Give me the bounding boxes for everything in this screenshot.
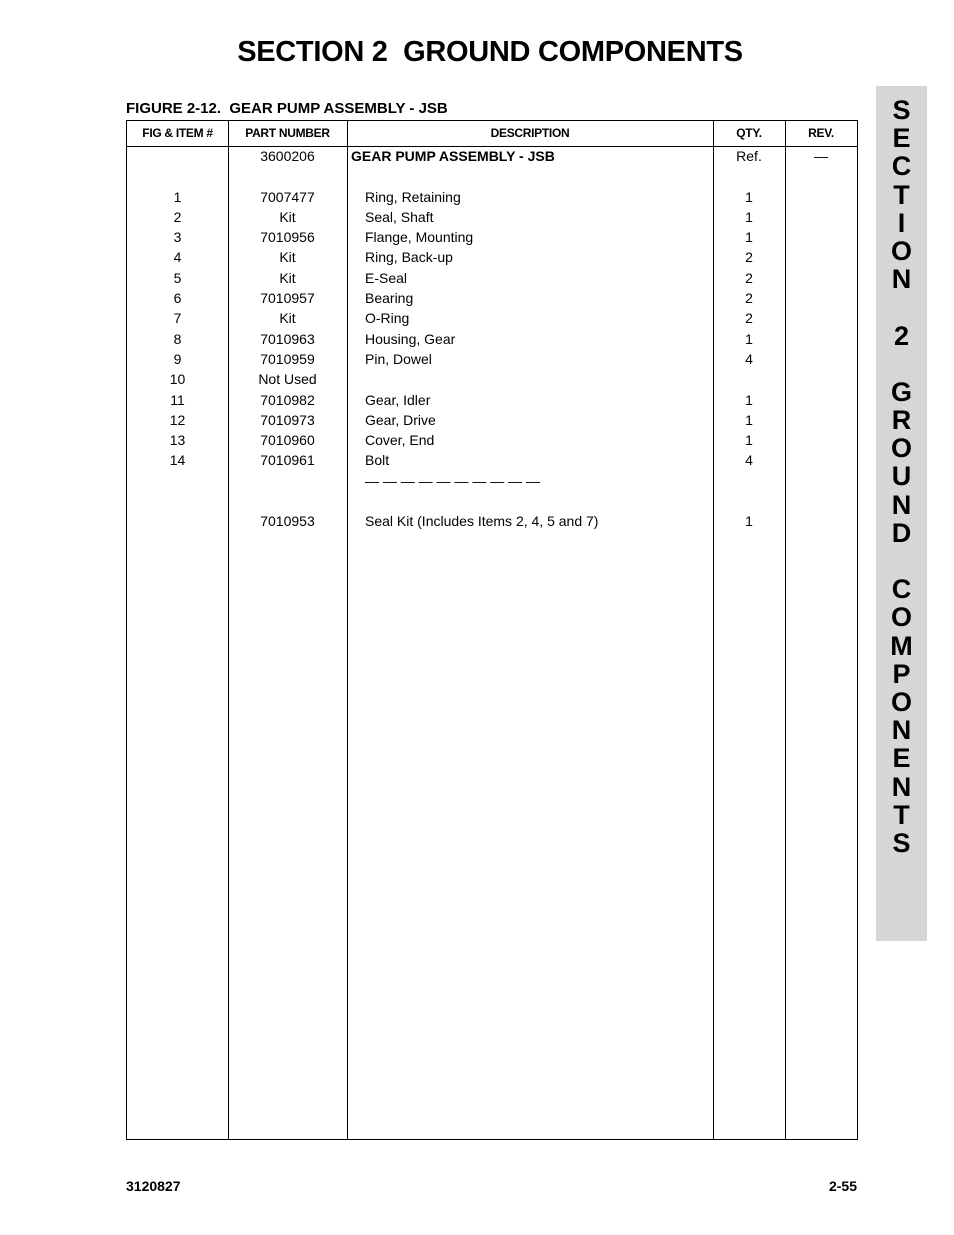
table-row bbox=[127, 208, 857, 228]
cell-fig-item: 1 bbox=[173, 188, 182, 205]
sidebar-letter: O bbox=[890, 686, 912, 717]
cell-part-number: 7010953 bbox=[260, 513, 315, 530]
cell-fig-item: 5 bbox=[173, 269, 182, 286]
cell-qty: 4 bbox=[745, 452, 753, 469]
cell-part-number: Kit bbox=[279, 310, 296, 327]
cell-fig-item: 6 bbox=[173, 290, 182, 307]
cell-fig-item: 3 bbox=[173, 229, 182, 246]
table-row bbox=[127, 330, 857, 350]
sidebar-letter: S bbox=[892, 95, 911, 125]
cell-description: Bolt bbox=[365, 452, 390, 469]
cell-description: Gear, Drive bbox=[365, 411, 436, 428]
cell-rev: — bbox=[814, 148, 828, 164]
cell-fig-item: 7 bbox=[173, 310, 182, 327]
cell-fig-item: 4 bbox=[173, 249, 182, 266]
table-row bbox=[127, 411, 857, 431]
column-header-fig: FIG & ITEM # bbox=[142, 126, 213, 140]
cell-description: E-Seal bbox=[365, 269, 408, 286]
sidebar-letter: C bbox=[891, 151, 912, 182]
table-row bbox=[127, 309, 857, 329]
table-row bbox=[127, 289, 857, 309]
cell-qty: 1 bbox=[745, 513, 753, 530]
sidebar-letter: P bbox=[892, 658, 911, 689]
sidebar-letter: N bbox=[891, 715, 912, 746]
cell-description: Pin, Dowel bbox=[365, 350, 432, 367]
cell-part-number: 3600206 bbox=[260, 148, 315, 164]
cell-description: Gear, Idler bbox=[365, 391, 431, 408]
cell-qty: 2 bbox=[745, 290, 753, 307]
cell-description: Seal, Shaft bbox=[365, 208, 434, 225]
cell-description: Bearing bbox=[365, 290, 414, 307]
cell-qty: 1 bbox=[745, 432, 753, 449]
sidebar-letter bbox=[876, 350, 927, 378]
cell-part-number: Kit bbox=[279, 249, 296, 266]
cell-description: GEAR PUMP ASSEMBLY - JSB bbox=[351, 148, 555, 164]
cell-description: Housing, Gear bbox=[365, 330, 456, 347]
table-row bbox=[127, 147, 857, 167]
sidebar-letter: N bbox=[891, 489, 912, 520]
cell-description: Cover, End bbox=[365, 432, 435, 449]
cell-part-number: 7010956 bbox=[260, 229, 315, 246]
column-header-rev: REV. bbox=[808, 126, 834, 140]
sidebar-letter: N bbox=[891, 264, 912, 295]
page-title: SECTION 2 GROUND COMPONENTS bbox=[237, 36, 743, 68]
sidebar-letter: O bbox=[890, 235, 912, 266]
sidebar-letter: C bbox=[891, 574, 912, 605]
cell-part-number: 7010963 bbox=[260, 330, 315, 347]
table-row bbox=[127, 451, 857, 471]
sidebar-letter: T bbox=[893, 179, 910, 210]
sidebar-letter: T bbox=[893, 799, 910, 830]
cell-part-number: Kit bbox=[279, 208, 296, 225]
sidebar-letter: G bbox=[890, 376, 912, 407]
cell-part-number: 7010961 bbox=[260, 452, 315, 469]
sidebar-letter: S bbox=[892, 827, 911, 858]
sidebar-letter: N bbox=[891, 771, 912, 802]
cell-qty: 1 bbox=[745, 411, 753, 428]
column-header-qty: QTY. bbox=[736, 126, 762, 140]
page-number: 2-55 bbox=[828, 1178, 857, 1194]
cell-fig-item: 9 bbox=[173, 350, 182, 367]
cell-description: Ring, Retaining bbox=[365, 188, 461, 205]
cell-fig-item: 13 bbox=[169, 432, 186, 449]
cell-part-number: Kit bbox=[279, 269, 296, 286]
figure-title: FIGURE 2-12. GEAR PUMP ASSEMBLY - JSB bbox=[126, 100, 448, 117]
cell-part-number: 7010982 bbox=[260, 391, 315, 408]
table-row bbox=[127, 167, 857, 187]
sidebar-letter: 2 bbox=[893, 320, 910, 351]
cell-part-number: 7010957 bbox=[260, 290, 315, 307]
cell-part-number: 7010960 bbox=[260, 432, 315, 449]
sidebar-letter: R bbox=[891, 405, 912, 436]
cell-description: O-Ring bbox=[365, 310, 410, 327]
table-row bbox=[127, 188, 857, 208]
cell-qty: 1 bbox=[745, 208, 753, 225]
cell-qty: 4 bbox=[745, 350, 753, 367]
sidebar-label bbox=[876, 96, 927, 857]
cell-part-number: 7010959 bbox=[260, 350, 315, 367]
cell-description: — — — — — — — — — — bbox=[365, 472, 541, 489]
cell-part-number: 7010973 bbox=[260, 411, 315, 428]
cell-description: Ring, Back-up bbox=[365, 249, 453, 266]
table-row bbox=[127, 431, 857, 451]
sidebar-letter: O bbox=[890, 433, 912, 464]
sidebar-letter bbox=[876, 293, 927, 321]
sidebar-letter: M bbox=[890, 630, 913, 661]
table-row bbox=[127, 391, 857, 411]
column-header-part-number: PART NUMBER bbox=[245, 126, 330, 140]
cell-description: Flange, Mounting bbox=[365, 229, 474, 246]
sidebar-letter bbox=[876, 547, 927, 575]
table-row bbox=[127, 472, 857, 492]
cell-qty: 1 bbox=[745, 188, 753, 205]
cell-fig-item: 2 bbox=[173, 208, 182, 225]
cell-qty: 2 bbox=[745, 310, 753, 327]
table-row bbox=[127, 228, 857, 248]
sidebar-letter: D bbox=[891, 517, 912, 548]
cell-qty: Ref. bbox=[736, 148, 762, 164]
table-body bbox=[127, 147, 857, 533]
table-row bbox=[127, 269, 857, 289]
sidebar-letter: I bbox=[897, 207, 906, 238]
table-row bbox=[127, 512, 857, 532]
sidebar-letter: E bbox=[892, 743, 911, 774]
cell-fig-item: 14 bbox=[169, 452, 186, 469]
sidebar-letter: U bbox=[891, 461, 912, 492]
cell-qty: 2 bbox=[745, 269, 753, 286]
document-number: 3120827 bbox=[126, 1178, 181, 1194]
section-sidebar-tab bbox=[876, 86, 927, 941]
sidebar-letter: E bbox=[892, 123, 911, 154]
cell-fig-item: 11 bbox=[170, 391, 185, 408]
column-header-description: DESCRIPTION bbox=[490, 126, 570, 140]
cell-part-number: Not Used bbox=[258, 371, 317, 388]
cell-fig-item: 10 bbox=[169, 371, 186, 388]
cell-fig-item: 12 bbox=[169, 411, 186, 428]
cell-qty: 2 bbox=[745, 249, 753, 266]
cell-description: Seal Kit (Includes Items 2, 4, 5 and 7) bbox=[365, 513, 599, 530]
cell-fig-item: 8 bbox=[173, 330, 182, 347]
cell-qty: 1 bbox=[745, 330, 753, 347]
cell-part-number: 7007477 bbox=[260, 188, 315, 205]
parts-table bbox=[126, 120, 858, 1140]
table-row bbox=[127, 492, 857, 512]
sidebar-letter: O bbox=[890, 602, 912, 633]
cell-qty: 1 bbox=[745, 229, 753, 246]
table-row bbox=[127, 350, 857, 370]
table-row bbox=[127, 370, 857, 390]
table-row bbox=[127, 248, 857, 268]
cell-qty: 1 bbox=[745, 391, 753, 408]
